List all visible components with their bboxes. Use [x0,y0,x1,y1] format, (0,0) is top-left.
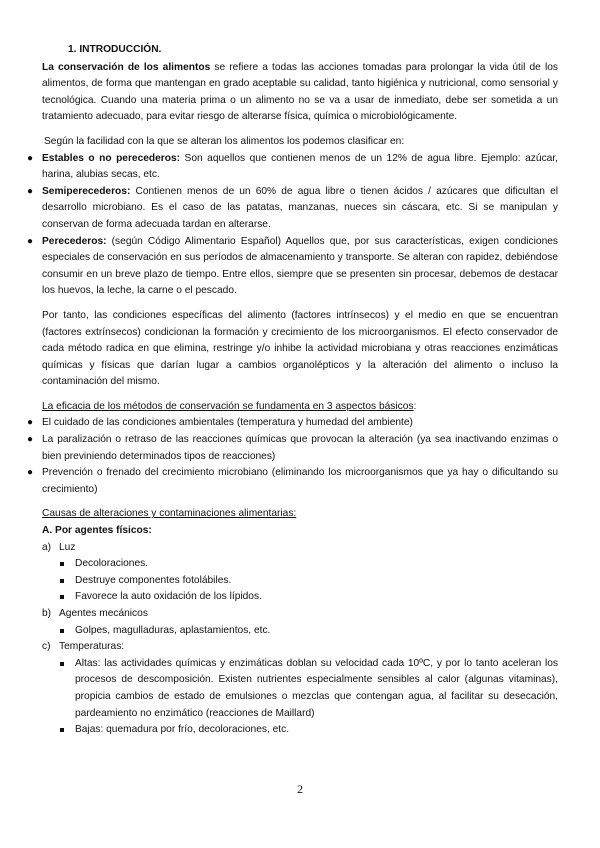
list-item [75,573,558,590]
list-item [75,722,558,739]
list-item [27,184,558,234]
group-label: c) [42,641,51,653]
class-desc: Contienen menos de un 60% de agua libre o tienen ácidos / azúcares que dificultan el desarrollo microbiano. Es el caso de las patatas, manzanas, nueces sin cáscara, etc. Si se manipulan y conservan de forma adecuada tardan en alterarse. [42,185,558,230]
section-title: 1. INTRODUCCIÓN. [68,44,162,55]
group-list [42,656,558,739]
bullet-icon: ● [27,152,34,164]
class-term: Estables o no perecederos: [42,152,181,164]
group-item: Bajas: quemadura por frío, decoloraciones, etc. [75,724,290,736]
intro-text: se refiere a todas las acciones tomadas para prolongar la vida útil de los alimentos, de forma que mantengan en grado aceptable su calidad, tanto higiénica y nutricional, como sensorial y tecnológica. Cuando una materia prima o un alimento no se va a usar de inmediato, debe ser sometida a un tratamiento adecuado, para evitar riesgo de alterarse física, química o microbiológicamente. [42,61,558,123]
list-item [27,465,558,498]
group-item: Golpes, magulladuras, aplastamientos, etc. [75,624,271,636]
group-list [42,623,558,640]
list-item [75,589,558,606]
list-item [75,656,558,722]
efficacy-heading-text: La eficacia de los métodos de conservación se fundamenta en 3 aspectos básicos [42,400,414,412]
class-desc: Son aquellos que contienen menos de un 12% de agua libre. Ejemplo: azúcar, harina, alubias secas, etc. [42,152,558,181]
group-heading [42,639,558,656]
square-bullet-icon [60,662,64,666]
efficacy-list [27,415,558,498]
square-bullet-icon [60,629,64,633]
square-bullet-icon [60,562,64,566]
list-item [75,623,558,640]
group-heading [42,606,558,623]
group-label: b) [42,608,52,619]
bullet-icon: ● [27,434,34,446]
group-item: Decoloraciones. [75,558,149,570]
group-name: Luz [59,541,76,553]
factors-paragraph: Por tanto, las condiciones específicas del alimento (factores intrínsecos) y el medio en que se encuentran (factores extrínsecos) condicionan la formación y crecimiento de los microorganismos. El efecto conservador de cada método radica en que elimina, restringe y/o inhibe la actividad microbiana y otras reacciones enzimáticas químicas y físicas que darían lugar a cambios organolépticos y la alteración del alimento o incluso la contaminación del mismo. [42,309,558,388]
efficacy-item: La paralización o retraso de las reacciones químicas que provocan la alteración (ya sea inactivando enzimas o bien previniendo determinados tipos de reacciones) [42,434,558,462]
list-item [27,432,558,465]
efficacy-colon: : [413,400,417,412]
intro-bold: La conservación de los alimentos [42,61,211,73]
bullet-icon: ● [27,235,34,247]
causes-subheading: A. Por agentes físicos: [42,525,152,537]
efficacy-item: El cuidado de las condiciones ambientales (temperatura y humedad del ambiente) [42,417,413,429]
causes-heading [42,506,558,523]
square-bullet-icon [60,595,64,599]
bullet-icon: ● [27,467,34,479]
document-body [27,42,558,739]
class-desc: (según Código Alimentario Español) Aquellos que, por sus características, exigen condiciones especiales de conservación en sus períodos de almacenamiento y transporte. Se alteran con rapidez, debiéndose consumir en un breve plazo de tiempo. Entre ellos, siempre que se presenten sin procesar, debemos de destacar los huevos, la leche, la carne o el pescado. [42,235,558,297]
group-item: Altas: las actividades químicas y enzimáticas doblan su velocidad cada 10ºC, y por lo tanto aceleran los procesos de descomposición. Existen nutrientes especialmente sensibles al calor (algunas vitaminas), propicia cambios de estado de emulsiones o mezclas que contengan agua, al facilitar su desecación, pardeamiento no enzimático (reacciones de Maillard) [75,657,558,719]
bullet-icon: ● [27,185,34,197]
class-term: Perecederos: [42,235,107,247]
list-item [27,415,558,432]
group-item: Favorece la auto oxidación de los lípidos. [75,591,262,603]
bullet-icon: ● [27,417,34,429]
group-item: Destruye componentes fotolábiles. [75,574,232,586]
classification-list [27,151,558,300]
square-bullet-icon [60,579,64,583]
group-heading [42,540,558,557]
group-name: Agentes mecánicos [59,608,148,619]
group-list [42,556,558,606]
square-bullet-icon [60,728,64,732]
group-name: Temperaturas: [59,641,125,653]
intro-paragraph [42,60,558,126]
classify-intro: Según la facilidad con la que se alteran los alimentos los podemos clasificar en: [44,135,405,147]
group-label: a) [42,541,52,553]
causes-heading-text: Causas de alteraciones y contaminaciones alimentarias: [42,508,297,520]
list-item [27,234,558,300]
class-term: Semiperecederos: [42,185,131,197]
efficacy-heading [42,399,558,416]
list-item [75,556,558,573]
list-item [27,151,558,184]
page-number: 2 [297,782,303,796]
efficacy-item: Prevención o frenado del crecimiento microbiano (eliminando los microorganismos que ya hay o dificultando su crecimiento) [42,467,558,495]
